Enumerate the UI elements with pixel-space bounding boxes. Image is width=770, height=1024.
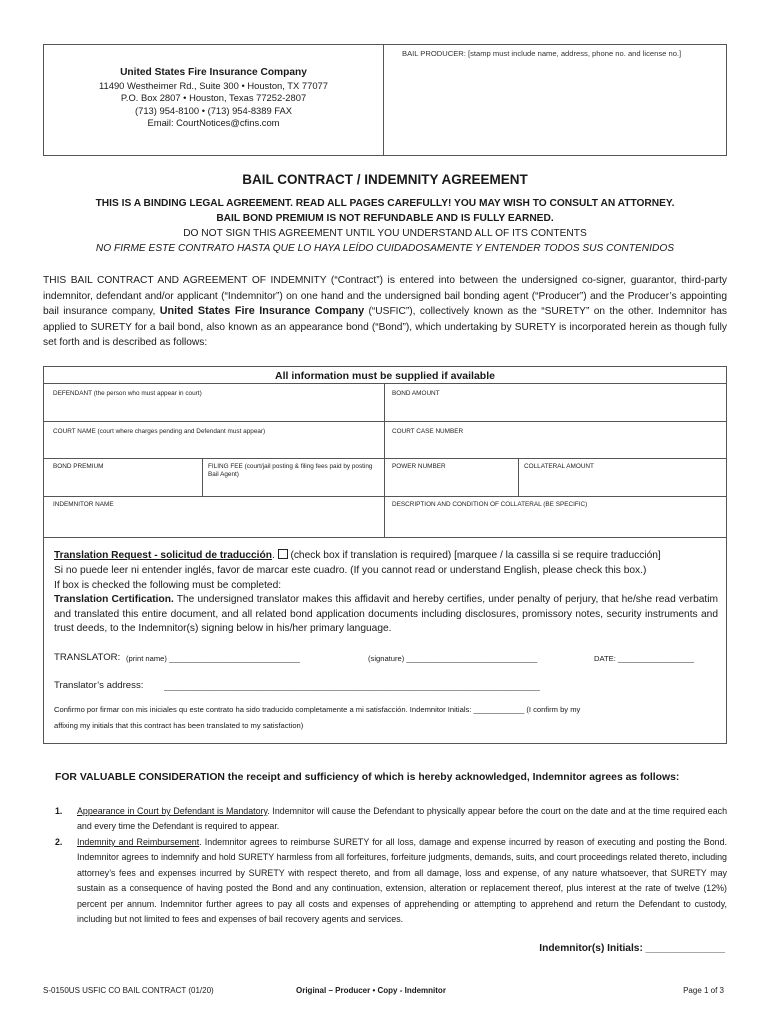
warning-binding: THIS IS A BINDING LEGAL AGREEMENT. READ ALL PAGES CAREFULLY! YOU MAY WISH TO CONSULT AN ATTORNEY. — [95, 198, 675, 209]
court-case-number-field[interactable]: COURT CASE NUMBER — [392, 428, 464, 435]
divider — [202, 458, 203, 496]
clause-heading: Appearance in Court by Defendant is Mandatory — [77, 806, 268, 816]
translator-date[interactable]: DATE: __________________ — [594, 654, 694, 663]
warning-do-not-sign: DO NOT SIGN THIS AGREEMENT UNTIL YOU UNDERSTAND ALL OF ITS CONTENTS — [183, 228, 587, 239]
cert-text: The undersigned translator makes this affidavit and hereby certifies, under penalty of perjury, that he/she read verbatim and translated this entire document, and all related bond application documents including disclosures, promissory notes, security instruments and trust deeds, to the Indemnitor(s) signing below in his/her primary language. — [54, 594, 718, 635]
bond-premium-field[interactable]: BOND PREMIUM — [53, 463, 104, 470]
company-name: United States Fire Insurance Company — [120, 67, 307, 78]
intro-company: United States Fire Insurance Company — [159, 305, 365, 318]
translator-address-label: Translator’s address: — [54, 680, 144, 691]
page-number: Page 1 of 3 — [683, 986, 724, 995]
divider — [44, 496, 726, 497]
clause-text: . Indemnitor agrees to reimburse SURETY for all loss, damage and expense incurred by reason of executing and posting the Bond. Indemnitor agrees to indemnify and hold SURETY harmless from all forfeitures, forfeiture judgments, demands, suits, and court proceedings related thereto, including attorney’s fees and expenses incurred by SURETY with respect thereto, and from all damage, loss and expense, of any nature whatsoever, that SURETY may sustain as a consequence of having posted the Bond and any continuation, extension, alteration or replacement thereof, plus interest at the rate of twelve (12%) percent per annum. Indemnitor further agrees to pay all costs and expenses of apprehending or attempting to apprehend and return the Defendant to custody, including but not limited to fees and expenses of bail recovery agents and services. — [77, 837, 727, 925]
distribution-note: Original – Producer • Copy - Indemnitor — [296, 986, 446, 995]
warning-spanish: NO FIRME ESTE CONTRATO HASTA QUE LO HAYA LEÍDO CUIDADOSAMENTE Y ENTENDER TODOS SUS CONTENIDOS — [95, 243, 675, 254]
translator-label: TRANSLATOR: — [54, 652, 121, 663]
clause-text: . Indemnitor will cause the Defendant to physically appear before the court on the date and at the time required each and every time the Defendant is required to appear. — [77, 806, 728, 832]
power-number-field[interactable]: POWER NUMBER — [392, 463, 446, 470]
translation-sep: . — [271, 550, 278, 561]
translation-line2: Si no puede leer ni entender inglés, favor de marcar este cuadro. (If you cannot read or understand English, please check this box.) — [54, 565, 647, 576]
bail-producer-label: BAIL PRODUCER: [stamp must include name, address, phone no. and license no.] — [402, 49, 682, 58]
clause-number: 2. — [55, 837, 63, 847]
translator-print-name[interactable]: (print name) _______________________________ — [126, 654, 300, 663]
divider — [518, 458, 519, 496]
divider — [44, 537, 726, 538]
consideration-heading: FOR VALUABLE CONSIDERATION the receipt and sufficiency of which is hereby acknowledged, Indemnitor agrees as follows: — [55, 772, 680, 783]
bond-info-box — [43, 366, 727, 744]
header-box — [43, 44, 727, 156]
collateral-description-field[interactable]: DESCRIPTION AND CONDITION OF COLLATERAL (BE SPECIFIC) — [392, 501, 588, 508]
form-id: S-0150US USFIC CO BAIL CONTRACT (01/20) — [43, 986, 214, 995]
bond-amount-field[interactable]: BOND AMOUNT — [392, 390, 440, 397]
indemnitor-initials[interactable]: Indemnitor(s) Initials: ______________ — [539, 943, 725, 954]
address-line2: P.O. Box 2807 • Houston, Texas 77252-2807 — [120, 92, 307, 104]
divider — [44, 421, 726, 422]
translator-signature[interactable]: (signature) _______________________________ — [368, 654, 538, 663]
filing-fee-field[interactable]: FILING FEE (court/jail posting & filing fees paid by posting Bail Agent) — [208, 463, 373, 478]
translation-certification — [54, 593, 718, 637]
collateral-amount-field[interactable]: COLLATERAL AMOUNT — [524, 463, 594, 470]
warning-premium: BAIL BOND PREMIUM IS NOT REFUNDABLE AND IS FULLY EARNED. — [216, 213, 554, 224]
insurer-block — [44, 67, 383, 130]
email-line: Email: CourtNotices@cfins.com — [147, 117, 280, 129]
translator-address-field[interactable]: _________________________________________________________________________________________ — [164, 682, 540, 691]
court-name-field[interactable]: COURT NAME (court where charges pending and Defendant must appear) — [53, 428, 266, 435]
translation-heading: Translation Request - solicitud de traducción — [54, 550, 272, 561]
clause-2 — [55, 835, 727, 927]
info-caption: All information must be supplied if available — [275, 370, 495, 382]
confirm-initials-line2: affixing my initials that this contract has been translated to my satisfaction) — [54, 721, 304, 730]
clause-1 — [55, 804, 727, 835]
translation-checkbox[interactable] — [278, 549, 288, 559]
address-line1: 11490 Westheimer Rd., Suite 300 • Houston, TX 77077 — [99, 79, 328, 91]
intro-text-1: THIS BAIL CONTRACT AND AGREEMENT OF INDEMNITY (“Contract”) is entered into between the undersigned co-signer, guarantor, third-party indemnitor, defendant and/or applicant (“Indemnitor”) on one hand and the undersigned bail bonding agent (“Producer”) and the Producer’s appointing bail insurance company, — [43, 275, 727, 318]
translation-request-text: (check box if translation is required) [marquee / la cassilla si se require traducción] — [287, 550, 661, 561]
header-divider — [383, 45, 384, 155]
divider — [44, 383, 726, 384]
translation-line3: If box is checked the following must be completed: — [54, 580, 282, 591]
indemnitor-name-field[interactable]: INDEMNITOR NAME — [53, 501, 114, 508]
defendant-field[interactable]: DEFENDANT (the person who must appear in court) — [53, 390, 202, 397]
divider — [44, 458, 726, 459]
intro-text-2: (“USFIC”), collectively known as the “SURETY” on the other. Indemnitor has applied to SURETY for a bail bond, also known as an appearance bond (“Bond”), which undertaking by SURETY is incorporated herein as though fully set forth and is described as follows: — [43, 306, 727, 349]
document-title: BAIL CONTRACT / INDEMNITY AGREEMENT — [242, 172, 528, 187]
divider — [384, 383, 385, 537]
phone-line: (713) 954-8100 • (713) 954-8389 FAX — [134, 104, 293, 116]
clause-number: 1. — [55, 806, 63, 816]
intro-paragraph — [43, 273, 727, 351]
cert-heading: Translation Certification. — [54, 594, 174, 605]
confirm-initials-line1: Confirmo por firmar con mis iniciales qu este contrato ha sido traducido completamente a mi satisfacción. Indemnitor Initials: ____________ (I confirm by my — [54, 705, 581, 714]
translation-request — [54, 549, 718, 564]
clause-heading: Indemnity and Reimbursement — [77, 837, 200, 847]
